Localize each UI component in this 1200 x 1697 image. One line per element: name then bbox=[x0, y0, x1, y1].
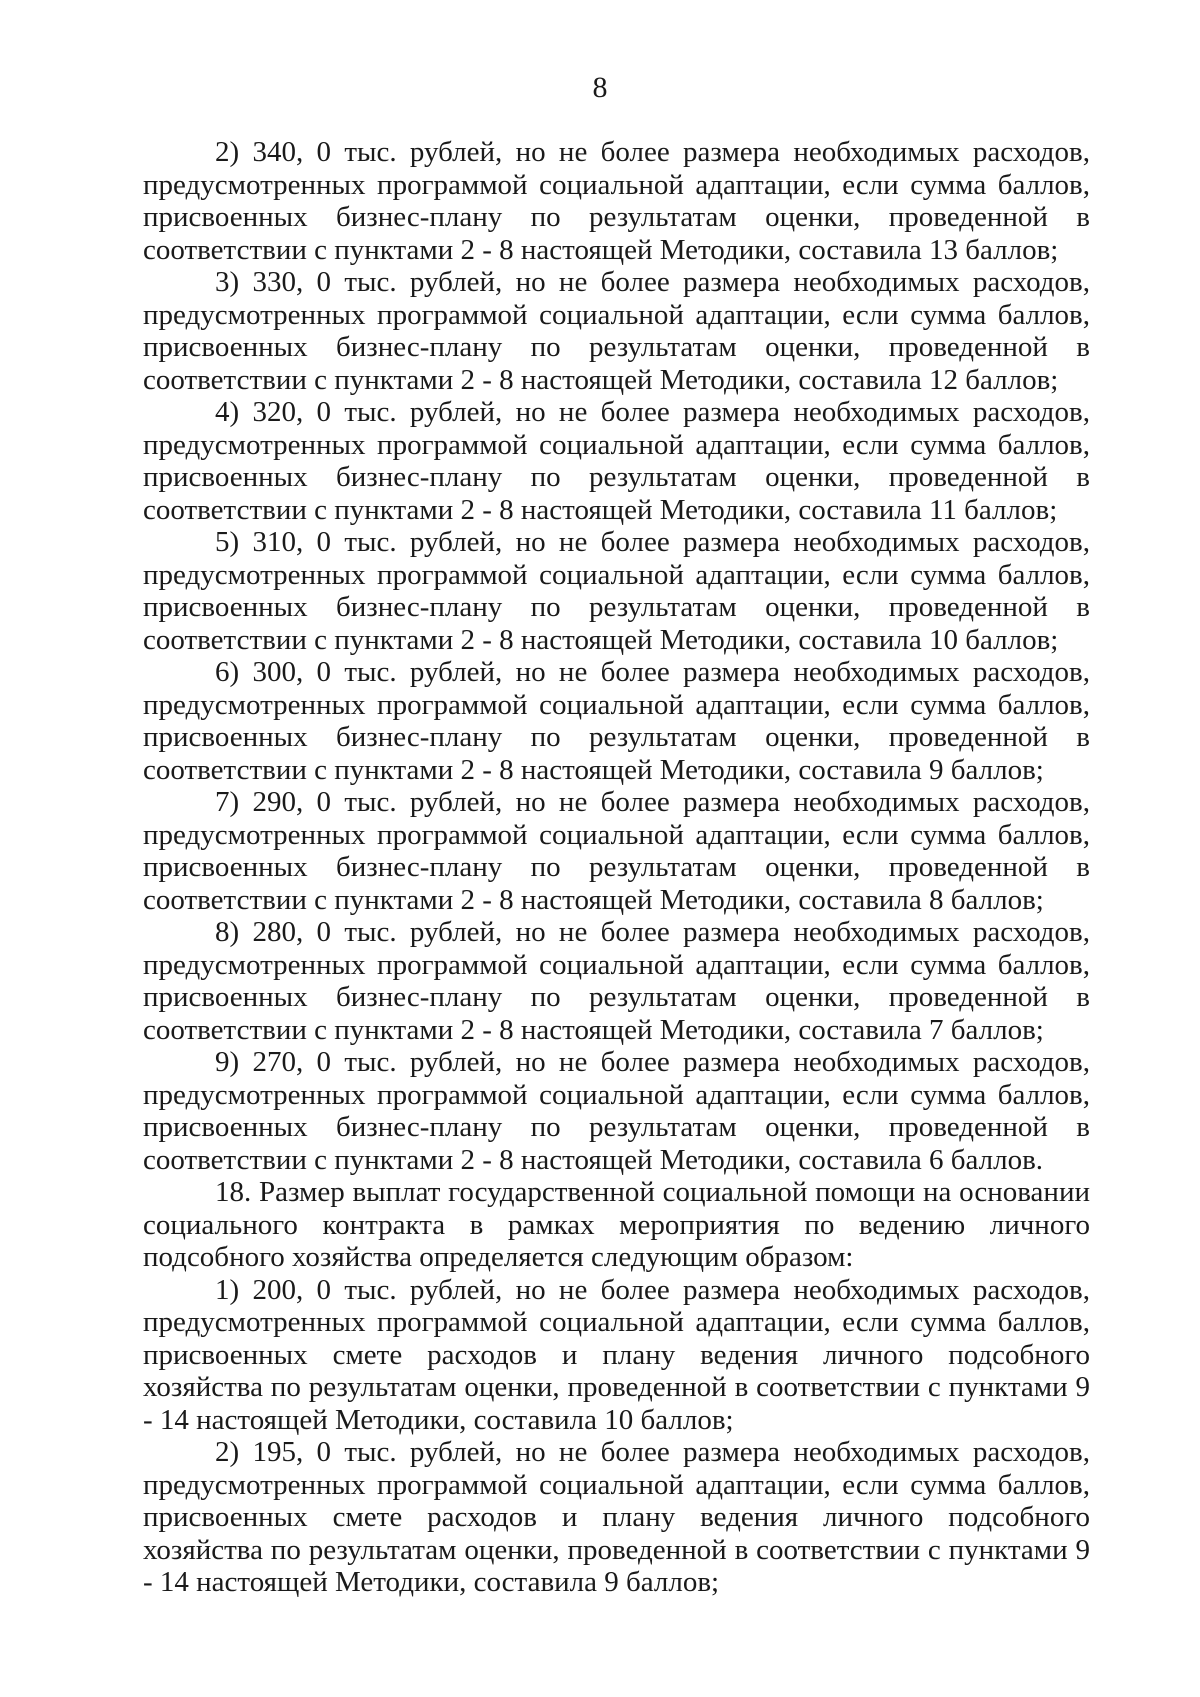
page-number: 8 bbox=[592, 71, 608, 104]
paragraph-item-1-200: 1) 200, 0 тыс. рублей, но не более размера необходимых расходов, предусмотренных программой социальной адаптации, если сумма баллов, присвоенных смете расходов и плану ведения личного подсобного хозяйства по результатам оценки, проведенной в соответствии с пунктами 9 - 14 настоящей Методики, составила 10 баллов; bbox=[143, 1273, 1090, 1436]
document-body bbox=[143, 136, 1090, 1599]
paragraph-item-5-310: 5) 310, 0 тыс. рублей, но не более размера необходимых расходов, предусмотренных программой социальной адаптации, если сумма баллов, присвоенных бизнес-плану по результатам оценки, проведенной в соответствии с пунктами 2 - 8 настоящей Методики, составила 10 баллов; bbox=[143, 526, 1090, 656]
paragraph-item-8-280: 8) 280, 0 тыс. рублей, но не более размера необходимых расходов, предусмотренных программой социальной адаптации, если сумма баллов, присвоенных бизнес-плану по результатам оценки, проведенной в соответствии с пунктами 2 - 8 настоящей Методики, составила 7 баллов; bbox=[143, 916, 1090, 1046]
paragraph-item-7-290: 7) 290, 0 тыс. рублей, но не более размера необходимых расходов, предусмотренных программой социальной адаптации, если сумма баллов, присвоенных бизнес-плану по результатам оценки, проведенной в соответствии с пунктами 2 - 8 настоящей Методики, составила 8 баллов; bbox=[143, 786, 1090, 916]
paragraph-section-18: 18. Размер выплат государственной социальной помощи на основании социального контракта в рамках мероприятия по ведению личного подсобного хозяйства определяется следующим образом: bbox=[143, 1176, 1090, 1273]
paragraph-item-6-300: 6) 300, 0 тыс. рублей, но не более размера необходимых расходов, предусмотренных программой социальной адаптации, если сумма баллов, присвоенных бизнес-плану по результатам оценки, проведенной в соответствии с пунктами 2 - 8 настоящей Методики, составила 9 баллов; bbox=[143, 656, 1090, 786]
paragraph-item-3-330: 3) 330, 0 тыс. рублей, но не более размера необходимых расходов, предусмотренных программой социальной адаптации, если сумма баллов, присвоенных бизнес-плану по результатам оценки, проведенной в соответствии с пунктами 2 - 8 настоящей Методики, составила 12 баллов; bbox=[143, 266, 1090, 396]
paragraph-item-2-195: 2) 195, 0 тыс. рублей, но не более размера необходимых расходов, предусмотренных программой социальной адаптации, если сумма баллов, присвоенных смете расходов и плану ведения личного подсобного хозяйства по результатам оценки, проведенной в соответствии с пунктами 9 - 14 настоящей Методики, составила 9 баллов; bbox=[143, 1436, 1090, 1598]
paragraph-item-4-320: 4) 320, 0 тыс. рублей, но не более размера необходимых расходов, предусмотренных программой социальной адаптации, если сумма баллов, присвоенных бизнес-плану по результатам оценки, проведенной в соответствии с пунктами 2 - 8 настоящей Методики, составила 11 баллов; bbox=[143, 396, 1090, 526]
paragraph-item-9-270: 9) 270, 0 тыс. рублей, но не более размера необходимых расходов, предусмотренных программой социальной адаптации, если сумма баллов, присвоенных бизнес-плану по результатам оценки, проведенной в соответствии с пунктами 2 - 8 настоящей Методики, составила 6 баллов. bbox=[143, 1046, 1090, 1176]
paragraph-item-2-340: 2) 340, 0 тыс. рублей, но не более размера необходимых расходов, предусмотренных программой социальной адаптации, если сумма баллов, присвоенных бизнес-плану по результатам оценки, проведенной в соответствии с пунктами 2 - 8 настоящей Методики, составила 13 баллов; bbox=[143, 136, 1090, 266]
